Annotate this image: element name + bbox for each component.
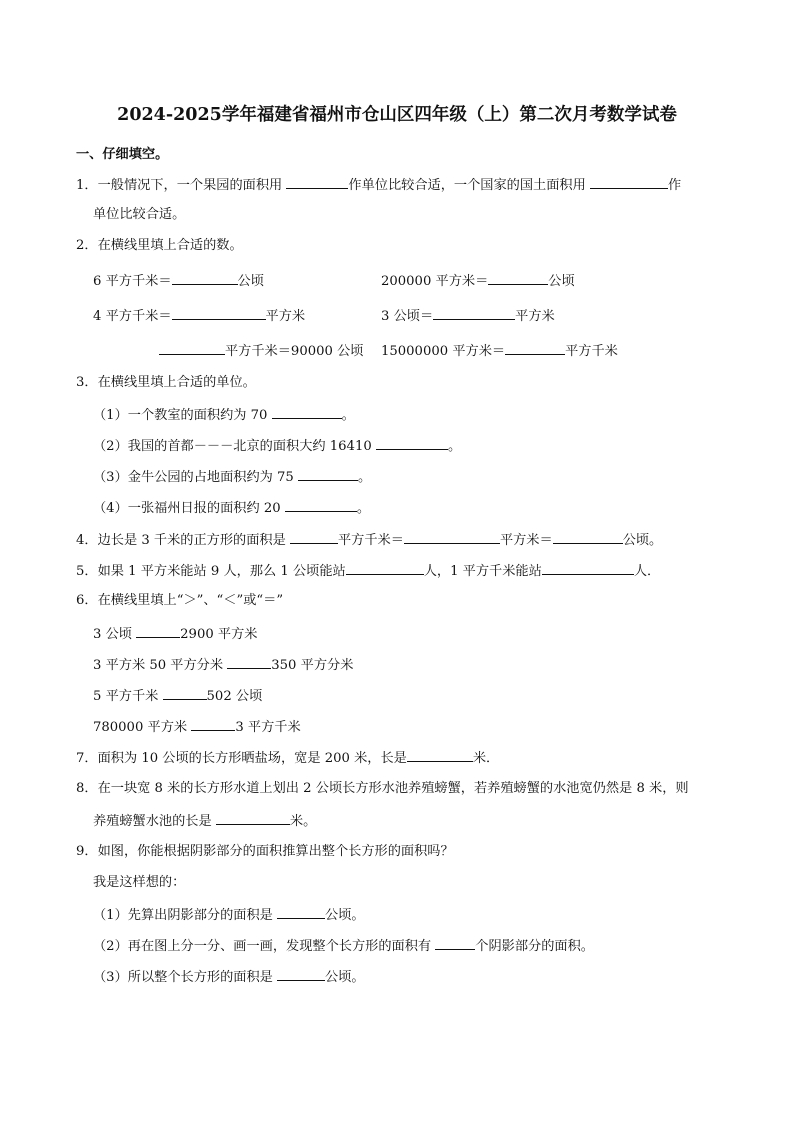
punctuation: 。: [356, 501, 371, 516]
answer-blank[interactable]: [191, 717, 235, 731]
question-text: 公顷。: [622, 533, 663, 548]
question-text: 人，1 平方千米能站: [423, 564, 542, 579]
conversion-text: 公顷: [548, 274, 575, 289]
answer-blank[interactable]: [376, 436, 448, 450]
sub-question-text: 个阴影部分的面积。: [475, 939, 594, 954]
question-1-continued: 单位比较合适。: [93, 207, 186, 222]
question-text: 在横线里填上合适的数。: [97, 238, 243, 253]
sub-question-text: （4）一张福州日报的面积约 20: [93, 501, 281, 516]
question-3: [76, 374, 256, 392]
punctuation: 。: [358, 470, 372, 485]
conversion-text: 6 平方千米＝: [93, 274, 172, 289]
sub-question-text: 公顷。: [325, 908, 365, 923]
question-text: 在横线里填上“＞”、“＜”或“＝”: [97, 593, 284, 608]
question-6: [76, 592, 283, 610]
question-number: 6．: [76, 593, 98, 608]
page-title: 2024-2025学年福建省福州市仓山区四年级（上）第二次月考数学试卷: [117, 105, 677, 125]
conversion-text: 200000 平方米＝: [381, 274, 489, 289]
conversion-text: 平方千米: [565, 344, 618, 359]
section-heading: 一、仔细填空。: [76, 147, 169, 162]
conversion-row: [381, 271, 575, 291]
question-text: 如图，你能根据阴影部分的面积推算出整个长方形的面积吗？: [97, 844, 454, 859]
answer-blank[interactable]: [216, 811, 290, 825]
question-number: 1．: [76, 178, 98, 193]
question-text: 边长是 3 千米的正方形的面积是: [97, 533, 286, 548]
conversion-row: [381, 306, 555, 326]
sub-question-text: （1）先算出阴影部分的面积是: [93, 908, 273, 923]
question-text: 米。: [289, 814, 317, 829]
question-1: [76, 175, 681, 195]
punctuation: 。: [341, 408, 355, 423]
answer-blank[interactable]: [433, 306, 515, 320]
answer-blank[interactable]: [172, 306, 266, 320]
conversion-text: 平方千米＝90000 公顷: [225, 344, 364, 359]
question-number: 8．: [76, 781, 98, 796]
answer-blank[interactable]: [285, 498, 357, 512]
compare-text: 5 平方千米: [93, 689, 159, 704]
question-text: 平方千米＝: [338, 533, 404, 548]
answer-blank[interactable]: [590, 175, 668, 189]
sub-question: [93, 405, 355, 425]
answer-blank[interactable]: [404, 530, 500, 544]
question-5: [76, 561, 660, 581]
sub-question-text: （1）一个教室的面积约为 70: [93, 408, 268, 423]
conversion-row: [159, 341, 363, 361]
question-text: 人．: [633, 564, 661, 579]
sub-question-text: （3）金牛公园的占地面积约为 75: [93, 470, 294, 485]
conversion-row: [93, 306, 305, 326]
compare-text: 3 平方千米: [235, 720, 301, 735]
sub-question-text: （3）所以整个长方形的面积是: [93, 970, 273, 985]
question-text: 在横线里填上合适的单位。: [97, 375, 256, 390]
question-4: [76, 530, 662, 550]
answer-blank[interactable]: [298, 467, 358, 481]
answer-blank[interactable]: [553, 530, 623, 544]
question-text: 一般情况下，一个果园的面积用: [97, 178, 283, 193]
compare-text: 3 平方米 50 平方分米: [93, 658, 224, 673]
compare-row: [93, 686, 262, 706]
sub-question: [93, 467, 371, 487]
question-text: 平方米＝: [499, 533, 553, 548]
answer-blank[interactable]: [290, 530, 338, 544]
question-text: 在一块宽 8 米的长方形水道上划出 2 公顷长方形水池养殖螃蟹，若养殖螃蟹的水池宽仍然是 8 米，则: [97, 781, 689, 796]
sub-question-text: （2）再在图上分一分、画一画，发现整个长方形的面积有: [93, 939, 432, 954]
sub-question: [93, 936, 594, 956]
question-number: 7．: [76, 751, 98, 766]
answer-blank[interactable]: [277, 905, 325, 919]
question-8: [76, 780, 689, 798]
question-7: [76, 748, 499, 768]
conversion-text: 公顷: [237, 274, 264, 289]
compare-text: 3 公顷: [93, 627, 132, 642]
compare-row: [93, 717, 301, 737]
question-8-continued: [93, 811, 316, 831]
question-number: 4．: [76, 533, 98, 548]
answer-blank[interactable]: [159, 341, 225, 355]
answer-blank[interactable]: [542, 561, 634, 575]
answer-blank[interactable]: [227, 655, 271, 669]
conversion-text: 3 公顷＝: [381, 309, 434, 324]
question-text: 面积为 10 公顷的长方形晒盐场，宽是 200 米，长是: [97, 751, 407, 766]
question-9: [76, 843, 454, 861]
answer-blank[interactable]: [163, 686, 207, 700]
question-text: 如果 1 平方米能站 9 人，那么 1 公顷能站: [97, 564, 346, 579]
answer-blank[interactable]: [136, 624, 180, 638]
punctuation: 。: [447, 439, 462, 454]
question-number: 9．: [76, 844, 98, 859]
sub-question: [93, 436, 461, 456]
answer-blank[interactable]: [407, 748, 473, 762]
question-number: 3．: [76, 375, 98, 390]
question-2: [76, 237, 243, 255]
question-number: 5．: [76, 564, 98, 579]
sub-question: [93, 498, 370, 518]
compare-row: [93, 655, 353, 675]
answer-blank[interactable]: [488, 271, 548, 285]
question-text: 作单位比较合适，一个国家的国土面积用: [348, 178, 586, 193]
sub-question: [93, 967, 365, 987]
answer-blank[interactable]: [346, 561, 424, 575]
question-9-intro: 我是这样想的：: [93, 875, 186, 890]
answer-blank[interactable]: [172, 271, 238, 285]
conversion-text: 4 平方千米＝: [93, 309, 172, 324]
compare-text: 780000 平方米: [93, 720, 188, 735]
compare-text: 350 平方分米: [271, 658, 354, 673]
question-number: 2．: [76, 238, 98, 253]
answer-blank[interactable]: [272, 405, 342, 419]
conversion-text: 平方米: [515, 309, 555, 324]
conversion-text: 15000000 平方米＝: [381, 344, 506, 359]
answer-blank[interactable]: [505, 341, 565, 355]
answer-blank[interactable]: [435, 936, 475, 950]
conversion-text: 平方米: [265, 309, 306, 324]
answer-blank[interactable]: [286, 175, 348, 189]
sub-question-text: （2）我国的首都－－－北京的面积大约 16410: [93, 439, 372, 454]
sub-question-text: 公顷。: [325, 970, 365, 985]
answer-blank[interactable]: [277, 967, 325, 981]
compare-text: 502 公顷: [206, 689, 263, 704]
conversion-row: [381, 341, 618, 361]
conversion-row: [93, 271, 264, 291]
question-text: 作: [667, 178, 682, 193]
question-text: 养殖螃蟹水池的长是: [93, 814, 212, 829]
question-text: 米．: [472, 751, 500, 766]
compare-text: 2900 平方米: [180, 627, 258, 642]
compare-row: [93, 624, 258, 644]
sub-question: [93, 905, 365, 925]
